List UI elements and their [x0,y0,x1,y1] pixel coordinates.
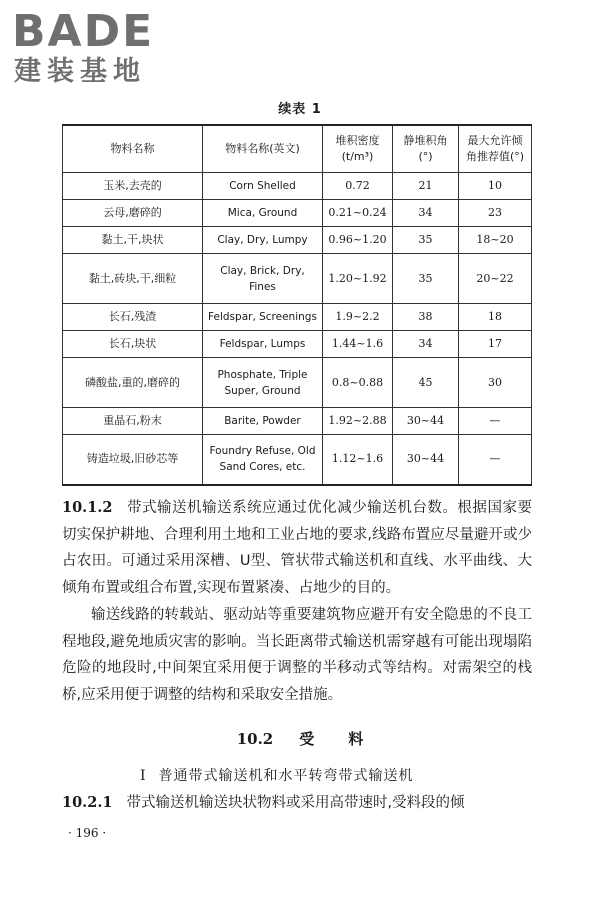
table-row [63,331,532,358]
cell-name-en-line-1: Clay, Brick, Dry, [220,264,305,277]
cell-incline: 18 [459,304,532,331]
header-incline-label: 最大允许倾 [467,134,523,147]
cell-density: 1.12~1.6 [323,435,393,485]
cell-incline: — [459,408,532,435]
cell-name-en-line-2: Fines [249,280,276,293]
cell-name-en: Barite, Powder [203,408,323,435]
header-incline-label-2: 角推荐值(°) [465,150,525,163]
section-title-part-2: 料 [348,730,364,748]
cell-repose: 21 [393,173,459,200]
cell-density: 0.96~1.20 [323,227,393,254]
cell-name-cn: 玉米,去壳的 [63,173,203,200]
cell-incline: — [459,435,532,485]
cell-repose: 30~44 [393,408,459,435]
cell-repose: 38 [393,304,459,331]
section-heading [0,728,600,749]
table-caption: 续表 1 [278,102,322,117]
subsection-heading [140,765,560,785]
cell-name-cn: 铸造垃圾,旧砂芯等 [63,435,203,485]
table-row [63,173,532,200]
cell-repose: 30~44 [393,435,459,485]
clause-text: 带式输送机输送系统应通过优化减少输送机台数。根据国家要切实保护耕地、合理利用土地和工业占地的要求,线路布置应尽量避开或少占农田。可通过采用深槽、U型、管状带式输送机和直线、水平曲线、大倾角布置或组合布置,实现布置紧凑、占地少的目的。 [62,500,532,596]
cell-repose: 34 [393,200,459,227]
cell-name-cn: 磷酸盐,重的,磨碎的 [63,358,203,408]
clause-number: 10.2.1 [62,794,113,811]
cell-name-en: Corn Shelled [203,173,323,200]
cell-incline: 30 [459,358,532,408]
subsection-title: 普通带式输送机和水平转弯带式输送机 [158,768,414,784]
cell-density: 1.92~2.88 [323,408,393,435]
cell-name-cn: 云母,磨碎的 [63,200,203,227]
clause-10-1-2 [62,495,532,601]
table-body [63,173,532,485]
materials-table [62,124,532,486]
cell-incline: 17 [459,331,532,358]
cell-name-en [203,435,323,485]
cell-name-en: Mica, Ground [203,200,323,227]
cell-density: 1.20~1.92 [323,254,393,304]
cell-name-en [203,254,323,304]
cell-name-cn: 黏土,干,块状 [63,227,203,254]
cell-incline: 18~20 [459,227,532,254]
table-row [63,200,532,227]
cell-density: 0.72 [323,173,393,200]
clause-10-1-2-paragraph-2: 输送线路的转载站、驱动站等重要建筑物应避开有安全隐患的不良工程地段,避免地质灾害的影响。当长距离带式输送机需穿越有可能出现塌陷危险的地段时,中间架宜采用便于调整的半移动式等结构。对需架空的栈桥,应采用便于调整的结构和采取安全措施。 [62,607,532,703]
cell-name-cn: 长石,块状 [63,331,203,358]
cell-incline: 20~22 [459,254,532,304]
cell-name-cn: 长石,残渣 [63,304,203,331]
table-row [63,304,532,331]
table-row [63,358,532,408]
cell-name-en-line-1: Phosphate, Triple [217,368,308,381]
cell-name-en: Clay, Dry, Lumpy [203,227,323,254]
cell-density: 1.9~2.2 [323,304,393,331]
cell-density: 1.44~1.6 [323,331,393,358]
header-density-unit: (t/m³) [341,150,374,163]
cell-repose: 35 [393,254,459,304]
cell-name-en: Feldspar, Screenings [203,304,323,331]
cell-density: 0.8~0.88 [323,358,393,408]
header-repose-unit: (°) [418,150,433,163]
table-header-row [63,125,532,173]
table-row [63,435,532,485]
cell-name-cn: 黏土,砖块,干,细粒 [63,254,203,304]
header-repose-label: 静堆积角 [403,134,448,147]
cell-incline: 10 [459,173,532,200]
clause-text: 带式输送机输送块状物料或采用高带速时,受料段的倾 [126,795,465,811]
header-name-en: 物料名称(英文) [203,125,323,173]
cell-name-en-line-2: Sand Cores, etc. [219,461,306,474]
cell-repose: 45 [393,358,459,408]
section-title-part-1: 受 [299,730,315,748]
cell-incline: 23 [459,200,532,227]
header-density-label: 堆积密度 [335,134,380,147]
cell-name-en: Feldspar, Lumps [203,331,323,358]
logo-wordmark: BADE [12,6,155,57]
cell-name-en-line-2: Super, Ground [224,384,301,397]
table-row [63,408,532,435]
cell-repose: 35 [393,227,459,254]
bade-logo [10,6,175,86]
section-number: 10.2 [236,730,274,748]
table-row [63,227,532,254]
bade-logo-graphic [10,6,175,86]
subsection-numeral: Ⅰ [140,768,147,784]
table-row [63,254,532,304]
cell-name-en [203,358,323,408]
cell-name-cn: 重晶石,粉末 [63,408,203,435]
cell-repose: 34 [393,331,459,358]
cell-density: 0.21~0.24 [323,200,393,227]
header-repose [393,125,459,173]
header-incline [459,125,532,173]
clause-number: 10.1.2 [62,499,113,516]
clause-10-2-1 [62,790,532,817]
header-density [323,125,393,173]
cell-name-en-line-1: Foundry Refuse, Old [209,445,316,458]
header-name-cn: 物料名称 [63,125,203,173]
logo-subtitle: 建装基地 [14,56,146,86]
page-number: · 196 · [68,826,107,840]
